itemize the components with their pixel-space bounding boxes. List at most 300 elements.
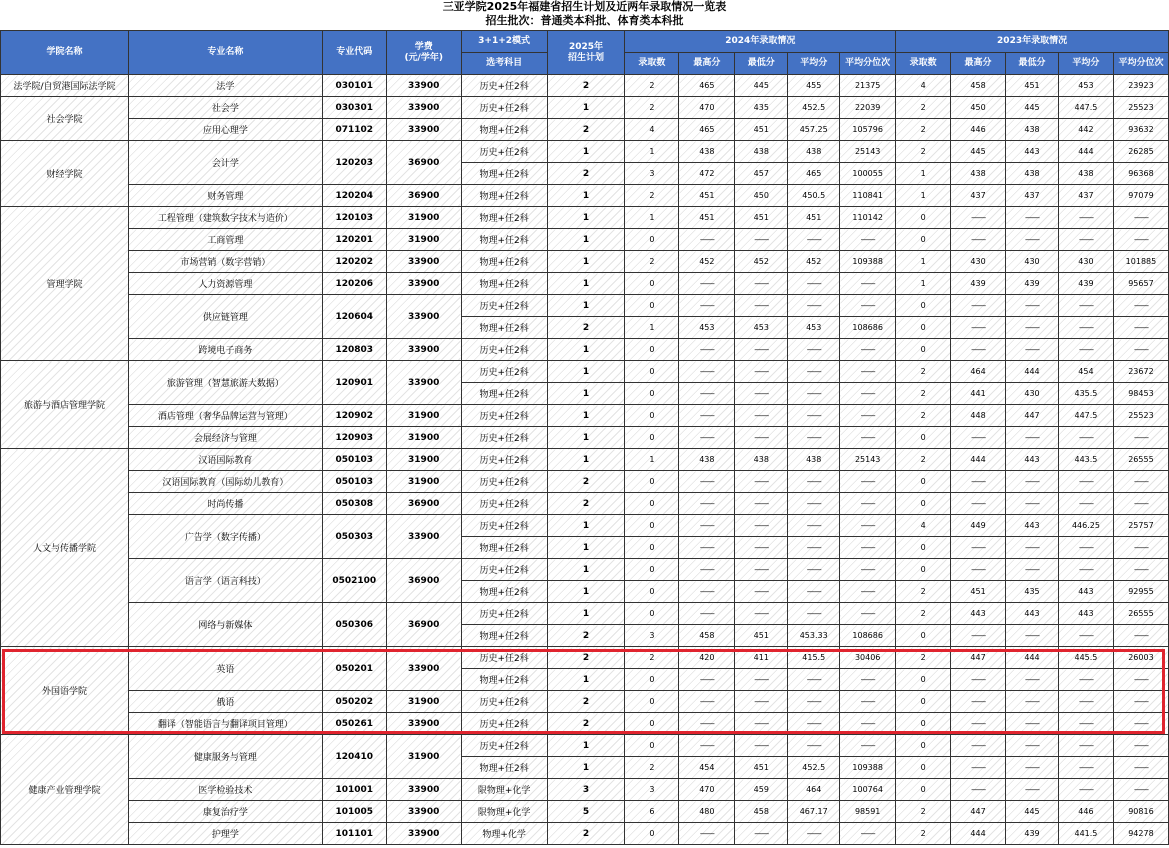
2023-admit-cell: 0: [896, 471, 951, 493]
2024-max-cell: 458: [679, 625, 735, 647]
subjects-cell: 历史+任2科: [461, 295, 547, 317]
2023-avg-cell: 444: [1058, 141, 1113, 163]
page-title: 三亚学院2025年福建省招生计划及近两年录取情况一览表: [442, 0, 727, 13]
2023-rank-cell: ——: [1113, 537, 1168, 559]
2023-avg-cell: 443: [1058, 581, 1113, 603]
2023-min-cell: ——: [1006, 779, 1059, 801]
2024-max-cell: ——: [679, 229, 735, 251]
subjects-cell: 历史+任2科: [461, 471, 547, 493]
2023-max-cell: ——: [951, 669, 1006, 691]
2023-avg-cell: ——: [1058, 537, 1113, 559]
subjects-cell: 物理+任2科: [461, 163, 547, 185]
2024-min-cell: ——: [735, 559, 788, 581]
major-code-cell: 101001: [322, 779, 386, 801]
table-row: [1, 647, 1169, 669]
2024-avg-cell: ——: [788, 339, 840, 361]
2023-avg-cell: ——: [1058, 207, 1113, 229]
2024-avg-cell: 452: [788, 251, 840, 273]
2023-avg-cell: 453: [1058, 75, 1113, 97]
table-row: [1, 471, 1169, 493]
2024-admit-cell: 2: [625, 647, 679, 669]
major-code-cell: 050201: [322, 647, 386, 691]
tuition-cell: 36900: [386, 141, 461, 185]
2023-rank-cell: ——: [1113, 625, 1168, 647]
2024-min-cell: 450: [735, 185, 788, 207]
tuition-cell: 31900: [386, 427, 461, 449]
plan-cell: 1: [547, 427, 625, 449]
tuition-cell: 33900: [386, 251, 461, 273]
major-name-cell: 跨境电子商务: [128, 339, 322, 361]
2023-min-cell: ——: [1006, 669, 1059, 691]
2023-max-cell: ——: [951, 537, 1006, 559]
2023-max-cell: 430: [951, 251, 1006, 273]
2023-admit-cell: 2: [896, 383, 951, 405]
header-mode: 3+1+2模式: [461, 31, 547, 53]
header-2024: 2024年录取情况: [625, 31, 896, 53]
2023-min-cell: 445: [1006, 97, 1059, 119]
tuition-cell: 33900: [386, 823, 461, 845]
2024-max-cell: ——: [679, 581, 735, 603]
plan-cell: 2: [547, 493, 625, 515]
plan-cell: 1: [547, 97, 625, 119]
college-name-cell: 旅游与酒店管理学院: [1, 361, 129, 449]
2024-max-cell: 465: [679, 119, 735, 141]
2024-avg-cell: 415.5: [788, 647, 840, 669]
2024-avg-cell: ——: [788, 515, 840, 537]
subjects-cell: 限物理+化学: [461, 801, 547, 823]
2024-max-cell: 438: [679, 141, 735, 163]
2024-admit-cell: 2: [625, 185, 679, 207]
major-name-cell: 健康服务与管理: [128, 735, 322, 779]
major-code-cell: 120410: [322, 735, 386, 779]
table-row: [1, 691, 1169, 713]
2024-rank-cell: ——: [840, 229, 896, 251]
2024-rank-cell: ——: [840, 339, 896, 361]
subjects-cell: 物理+任2科: [461, 757, 547, 779]
2024-admit-cell: 0: [625, 713, 679, 735]
table-row: [1, 75, 1169, 97]
2024-max-cell: ——: [679, 405, 735, 427]
plan-cell: 1: [547, 229, 625, 251]
tuition-cell: 31900: [386, 735, 461, 779]
2023-rank-cell: ——: [1113, 207, 1168, 229]
2023-rank-cell: 26003: [1113, 647, 1168, 669]
2024-avg-cell: 457.25: [788, 119, 840, 141]
major-name-cell: 英语: [128, 647, 322, 691]
2024-min-cell: ——: [735, 493, 788, 515]
2023-avg-cell: 454: [1058, 361, 1113, 383]
2023-rank-cell: 101885: [1113, 251, 1168, 273]
2023-rank-cell: 97079: [1113, 185, 1168, 207]
major-code-cell: 120204: [322, 185, 386, 207]
2023-rank-cell: ——: [1113, 427, 1168, 449]
2023-avg-cell: ——: [1058, 735, 1113, 757]
2023-max-cell: 447: [951, 647, 1006, 669]
subjects-cell: 历史+任2科: [461, 603, 547, 625]
tuition-cell: 33900: [386, 515, 461, 559]
2024-rank-cell: ——: [840, 361, 896, 383]
2023-avg-cell: 446.25: [1058, 515, 1113, 537]
plan-cell: 1: [547, 603, 625, 625]
subjects-cell: 物理+化学: [461, 823, 547, 845]
2023-min-cell: 438: [1006, 163, 1059, 185]
2023-min-cell: ——: [1006, 493, 1059, 515]
2024-max-cell: ——: [679, 537, 735, 559]
major-name-cell: 供应链管理: [128, 295, 322, 339]
2023-max-cell: 464: [951, 361, 1006, 383]
2023-avg-cell: ——: [1058, 471, 1113, 493]
table-row: [1, 493, 1169, 515]
major-name-cell: 汉语国际教育: [128, 449, 322, 471]
2024-max-cell: ——: [679, 471, 735, 493]
subjects-cell: 历史+任2科: [461, 493, 547, 515]
tuition-cell: 36900: [386, 185, 461, 207]
2024-min-cell: ——: [735, 713, 788, 735]
2024-rank-cell: 100764: [840, 779, 896, 801]
2023-rank-cell: 26555: [1113, 449, 1168, 471]
2024-min-cell: ——: [735, 383, 788, 405]
major-name-cell: 市场营销（数字营销）: [128, 251, 322, 273]
2023-min-cell: 444: [1006, 647, 1059, 669]
2023-avg-cell: 443.5: [1058, 449, 1113, 471]
2024-min-cell: ——: [735, 427, 788, 449]
2024-min-cell: ——: [735, 691, 788, 713]
2024-min-cell: ——: [735, 471, 788, 493]
subjects-cell: 历史+任2科: [461, 713, 547, 735]
major-name-cell: 旅游管理（智慧旅游大数据）: [128, 361, 322, 405]
plan-cell: 1: [547, 515, 625, 537]
2023-admit-cell: 0: [896, 207, 951, 229]
2024-max-cell: 480: [679, 801, 735, 823]
2023-min-cell: ——: [1006, 691, 1059, 713]
plan-cell: 2: [547, 691, 625, 713]
2024-avg-cell: 438: [788, 449, 840, 471]
2024-min-cell: ——: [735, 735, 788, 757]
2024-rank-cell: ——: [840, 603, 896, 625]
header-2024-min: 最低分: [735, 53, 788, 75]
2024-avg-cell: 452.5: [788, 97, 840, 119]
2024-rank-cell: ——: [840, 515, 896, 537]
2023-min-cell: 451: [1006, 75, 1059, 97]
2023-avg-cell: 441.5: [1058, 823, 1113, 845]
major-code-cell: 050306: [322, 603, 386, 647]
plan-cell: 2: [547, 119, 625, 141]
2023-admit-cell: 0: [896, 317, 951, 339]
2023-avg-cell: 446: [1058, 801, 1113, 823]
2024-min-cell: ——: [735, 823, 788, 845]
tuition-cell: 33900: [386, 295, 461, 339]
subjects-cell: 物理+任2科: [461, 119, 547, 141]
2023-max-cell: 437: [951, 185, 1006, 207]
2024-avg-cell: 453: [788, 317, 840, 339]
2024-rank-cell: 98591: [840, 801, 896, 823]
2023-admit-cell: 0: [896, 427, 951, 449]
2024-avg-cell: 465: [788, 163, 840, 185]
2023-admit-cell: 1: [896, 251, 951, 273]
table-row: [1, 185, 1169, 207]
major-code-cell: 071102: [322, 119, 386, 141]
2024-avg-cell: ——: [788, 581, 840, 603]
2023-admit-cell: 0: [896, 779, 951, 801]
2023-admit-cell: 2: [896, 449, 951, 471]
2024-min-cell: ——: [735, 339, 788, 361]
2023-max-cell: 448: [951, 405, 1006, 427]
table-row: [1, 295, 1169, 317]
tuition-cell: 36900: [386, 559, 461, 603]
2024-rank-cell: 21375: [840, 75, 896, 97]
2024-avg-cell: 455: [788, 75, 840, 97]
2024-admit-cell: 2: [625, 757, 679, 779]
2024-admit-cell: 0: [625, 493, 679, 515]
2023-admit-cell: 0: [896, 713, 951, 735]
2023-admit-cell: 4: [896, 75, 951, 97]
2023-rank-cell: 23672: [1113, 361, 1168, 383]
2024-max-cell: 452: [679, 251, 735, 273]
2024-avg-cell: ——: [788, 273, 840, 295]
2024-admit-cell: 0: [625, 361, 679, 383]
major-name-cell: 人力资源管理: [128, 273, 322, 295]
2023-rank-cell: 96368: [1113, 163, 1168, 185]
2023-max-cell: 447: [951, 801, 1006, 823]
2024-admit-cell: 4: [625, 119, 679, 141]
tuition-cell: 36900: [386, 493, 461, 515]
2023-max-cell: ——: [951, 229, 1006, 251]
2024-max-cell: 438: [679, 449, 735, 471]
2023-admit-cell: 0: [896, 691, 951, 713]
2023-max-cell: ——: [951, 427, 1006, 449]
2024-avg-cell: 450.5: [788, 185, 840, 207]
2023-min-cell: ——: [1006, 207, 1059, 229]
2024-max-cell: 420: [679, 647, 735, 669]
major-code-cell: 120903: [322, 427, 386, 449]
2024-avg-cell: ——: [788, 735, 840, 757]
major-name-cell: 网络与新媒体: [128, 603, 322, 647]
2023-avg-cell: 430: [1058, 251, 1113, 273]
plan-cell: 2: [547, 647, 625, 669]
table-row: [1, 251, 1169, 273]
subjects-cell: 物理+任2科: [461, 185, 547, 207]
2023-min-cell: ——: [1006, 559, 1059, 581]
2024-max-cell: ——: [679, 603, 735, 625]
2023-max-cell: ——: [951, 559, 1006, 581]
plan-cell: 1: [547, 559, 625, 581]
2024-avg-cell: 467.17: [788, 801, 840, 823]
major-name-cell: 财务管理: [128, 185, 322, 207]
2024-rank-cell: ——: [840, 405, 896, 427]
tuition-cell: 33900: [386, 801, 461, 823]
major-code-cell: 120103: [322, 207, 386, 229]
subjects-cell: 历史+任2科: [461, 559, 547, 581]
2023-max-cell: ——: [951, 757, 1006, 779]
2023-min-cell: ——: [1006, 735, 1059, 757]
table-row: [1, 713, 1169, 735]
2024-avg-cell: ——: [788, 471, 840, 493]
2023-rank-cell: ——: [1113, 669, 1168, 691]
2024-min-cell: ——: [735, 669, 788, 691]
2023-avg-cell: 447.5: [1058, 97, 1113, 119]
2024-rank-cell: ——: [840, 537, 896, 559]
2024-avg-cell: ——: [788, 405, 840, 427]
header-2023-admit: 录取数: [896, 53, 951, 75]
2024-max-cell: 451: [679, 185, 735, 207]
2023-min-cell: 443: [1006, 449, 1059, 471]
plan-cell: 1: [547, 141, 625, 163]
tuition-cell: 33900: [386, 119, 461, 141]
plan-cell: 3: [547, 779, 625, 801]
2024-avg-cell: 452.5: [788, 757, 840, 779]
major-code-cell: 120206: [322, 273, 386, 295]
2024-admit-cell: 1: [625, 449, 679, 471]
table-row: [1, 405, 1169, 427]
major-code-cell: 120203: [322, 141, 386, 185]
2023-max-cell: 443: [951, 603, 1006, 625]
2024-admit-cell: 0: [625, 383, 679, 405]
major-code-cell: 050103: [322, 471, 386, 493]
2023-rank-cell: 98453: [1113, 383, 1168, 405]
2024-rank-cell: ——: [840, 471, 896, 493]
college-name-cell: 法学院/自贸港国际法学院: [1, 75, 129, 97]
2023-admit-cell: 0: [896, 537, 951, 559]
2024-rank-cell: 108686: [840, 317, 896, 339]
2023-rank-cell: ——: [1113, 493, 1168, 515]
2023-rank-cell: 26285: [1113, 141, 1168, 163]
2023-rank-cell: ——: [1113, 713, 1168, 735]
major-code-cell: 050103: [322, 449, 386, 471]
2024-min-cell: 438: [735, 141, 788, 163]
2024-min-cell: 458: [735, 801, 788, 823]
2023-min-cell: 437: [1006, 185, 1059, 207]
table-row: [1, 515, 1169, 537]
2024-min-cell: 451: [735, 625, 788, 647]
subjects-cell: 物理+任2科: [461, 581, 547, 603]
table-row: [1, 339, 1169, 361]
subjects-cell: 物理+任2科: [461, 317, 547, 339]
subjects-cell: 历史+任2科: [461, 405, 547, 427]
tuition-cell: 31900: [386, 471, 461, 493]
2024-admit-cell: 0: [625, 559, 679, 581]
2023-rank-cell: 23923: [1113, 75, 1168, 97]
2024-min-cell: ——: [735, 581, 788, 603]
2023-avg-cell: 439: [1058, 273, 1113, 295]
tuition-cell: 31900: [386, 207, 461, 229]
2023-avg-cell: 435.5: [1058, 383, 1113, 405]
2023-rank-cell: 26555: [1113, 603, 1168, 625]
2024-admit-cell: 2: [625, 75, 679, 97]
plan-cell: 1: [547, 449, 625, 471]
2024-max-cell: ——: [679, 713, 735, 735]
2024-rank-cell: ——: [840, 273, 896, 295]
2023-max-cell: 444: [951, 449, 1006, 471]
2023-rank-cell: 92955: [1113, 581, 1168, 603]
2023-avg-cell: 438: [1058, 163, 1113, 185]
2024-min-cell: 438: [735, 449, 788, 471]
2024-admit-cell: 0: [625, 405, 679, 427]
2024-min-cell: 451: [735, 757, 788, 779]
subjects-cell: 历史+任2科: [461, 75, 547, 97]
subjects-cell: 物理+任2科: [461, 383, 547, 405]
2023-min-cell: ——: [1006, 427, 1059, 449]
header-2024-rank: 平均分位次: [840, 53, 896, 75]
major-name-cell: 汉语国际教育（国际幼儿教育）: [128, 471, 322, 493]
2023-max-cell: ——: [951, 735, 1006, 757]
2024-rank-cell: 30406: [840, 647, 896, 669]
2023-rank-cell: ——: [1113, 295, 1168, 317]
2024-min-cell: ——: [735, 295, 788, 317]
table-row: [1, 735, 1169, 757]
2023-rank-cell: 25757: [1113, 515, 1168, 537]
2024-rank-cell: ——: [840, 295, 896, 317]
2024-admit-cell: 0: [625, 515, 679, 537]
2024-max-cell: 472: [679, 163, 735, 185]
college-name-cell: 健康产业管理学院: [1, 735, 129, 845]
major-name-cell: 法学: [128, 75, 322, 97]
table-row: [1, 119, 1169, 141]
2024-rank-cell: 110142: [840, 207, 896, 229]
2023-avg-cell: ——: [1058, 559, 1113, 581]
2024-avg-cell: ——: [788, 537, 840, 559]
plan-cell: 2: [547, 317, 625, 339]
2024-min-cell: 411: [735, 647, 788, 669]
table-row: [1, 559, 1169, 581]
2023-admit-cell: 1: [896, 273, 951, 295]
major-code-cell: 050303: [322, 515, 386, 559]
2023-rank-cell: ——: [1113, 229, 1168, 251]
2024-admit-cell: 0: [625, 471, 679, 493]
2024-avg-cell: 438: [788, 141, 840, 163]
2024-rank-cell: 108686: [840, 625, 896, 647]
table-row: [1, 229, 1169, 251]
2023-avg-cell: ——: [1058, 779, 1113, 801]
plan-cell: 1: [547, 735, 625, 757]
subjects-cell: 物理+任2科: [461, 625, 547, 647]
2023-max-cell: 441: [951, 383, 1006, 405]
2024-max-cell: ——: [679, 427, 735, 449]
2023-admit-cell: 0: [896, 493, 951, 515]
2023-admit-cell: 1: [896, 185, 951, 207]
header-2023: 2023年录取情况: [896, 31, 1169, 53]
2024-min-cell: 435: [735, 97, 788, 119]
subjects-cell: 历史+任2科: [461, 339, 547, 361]
2024-avg-cell: ——: [788, 691, 840, 713]
2023-rank-cell: ——: [1113, 735, 1168, 757]
2023-min-cell: 443: [1006, 515, 1059, 537]
2023-min-cell: ——: [1006, 537, 1059, 559]
tuition-cell: 33900: [386, 273, 461, 295]
2023-admit-cell: 0: [896, 735, 951, 757]
major-code-cell: 050308: [322, 493, 386, 515]
2023-rank-cell: ——: [1113, 471, 1168, 493]
major-code-cell: 120202: [322, 251, 386, 273]
2024-admit-cell: 0: [625, 537, 679, 559]
table-row: [1, 823, 1169, 845]
2023-admit-cell: 0: [896, 757, 951, 779]
plan-cell: 1: [547, 361, 625, 383]
2023-admit-cell: 0: [896, 295, 951, 317]
subjects-cell: 历史+任2科: [461, 735, 547, 757]
2023-admit-cell: 0: [896, 625, 951, 647]
major-code-cell: 101005: [322, 801, 386, 823]
major-name-cell: 时尚传播: [128, 493, 322, 515]
header-major: 专业名称: [128, 31, 322, 75]
major-code-cell: 120604: [322, 295, 386, 339]
2024-avg-cell: ——: [788, 295, 840, 317]
major-code-cell: 120201: [322, 229, 386, 251]
2023-admit-cell: 2: [896, 647, 951, 669]
2023-max-cell: 439: [951, 273, 1006, 295]
major-name-cell: 护理学: [128, 823, 322, 845]
2023-rank-cell: 93632: [1113, 119, 1168, 141]
plan-cell: 1: [547, 207, 625, 229]
